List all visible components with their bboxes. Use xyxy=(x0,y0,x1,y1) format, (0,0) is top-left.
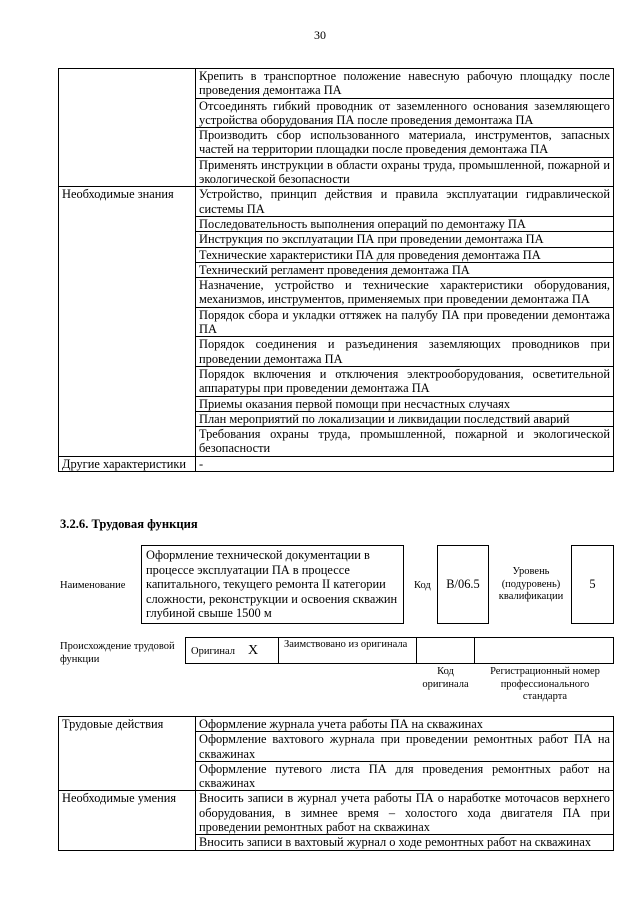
code-value: B/06.5 xyxy=(437,545,489,624)
table-cell: Оформление журнала учета работы ПА на скважинах xyxy=(196,717,614,732)
row-label-other: Другие характеристики xyxy=(59,456,196,471)
table-cell: Крепить в транспортное положение навесную рабочую площадку после проведения демонтажа ПА xyxy=(196,69,614,99)
table-cell: Производить сбор использованного материала, инструментов, запасных частей на территории площадки после проведения демонтажа ПА xyxy=(196,128,614,158)
table-row xyxy=(59,717,614,732)
table-cell: Последовательность выполнения операций по демонтажу ПА xyxy=(196,216,614,231)
code-original-label: Код оригинала xyxy=(422,666,469,690)
top-table xyxy=(58,68,614,472)
table-cell: Требования охраны труда, промышленной, пожарной и экологической безопасности xyxy=(196,427,614,457)
page-number: 30 xyxy=(314,28,326,42)
table-cell: Вносить записи в вахтовый журнал о ходе ремонтных работ на скважинах xyxy=(196,835,614,850)
name-label: Наименование xyxy=(60,580,126,591)
row-label xyxy=(59,69,196,187)
table-cell: Порядок сбора и укладки оттяжек на палубу ПА при проведении демонтажа ПА xyxy=(196,307,614,337)
table-cell: - xyxy=(196,456,614,471)
row-label-actions: Трудовые действия xyxy=(59,717,196,791)
table-cell: Отсоединять гибкий проводник от заземленного основания заземляющего устройства оборудования ПА после проведения демонтажа ПА xyxy=(196,98,614,128)
original-cell xyxy=(185,637,279,664)
table-cell: Вносить записи в журнал учета работы ПА о наработке моточасов верхнего оборудования, в зимнее время – холостого хода двигателя ПА при проведении ремонтных работ на скважинах xyxy=(196,791,614,835)
table-cell: Оформление путевого листа ПА для проведения ремонтных работ на скважинах xyxy=(196,761,614,791)
bottom-table xyxy=(58,716,614,851)
origin-label: Происхождение трудовой функции xyxy=(60,641,175,665)
code-original-cell xyxy=(416,637,475,664)
table-cell: Назначение, устройство и технические характеристики оборудования, механизмов, инструментов, применяемых при проведении демонтажа ПА xyxy=(196,278,614,308)
table-cell: Приемы оказания первой помощи при несчастных случаях xyxy=(196,396,614,411)
table-cell: Оформление вахтового журнала при проведении ремонтных работ ПА на скважинах xyxy=(196,732,614,762)
table-cell: План мероприятий по локализации и ликвидации последствий аварий xyxy=(196,411,614,426)
original-label: Оригинал xyxy=(191,646,235,657)
reg-number-label: Регистрационный номер профессионального стандарта xyxy=(490,666,600,702)
table-row xyxy=(59,187,614,217)
table-cell: Технические характеристики ПА для проведения демонтажа ПА xyxy=(196,247,614,262)
row-label-knowledge: Необходимые знания xyxy=(59,187,196,456)
table-row xyxy=(59,791,614,835)
level-label: Уровень (подуровень) квалификации xyxy=(498,566,564,602)
code-label: Код xyxy=(414,580,431,591)
level-value: 5 xyxy=(571,545,614,624)
table-cell: Инструкция по эксплуатации ПА при проведении демонтажа ПА xyxy=(196,232,614,247)
borrowed-cell: Заимствовано из оригинала xyxy=(278,637,417,664)
table-cell: Устройство, принцип действия и правила эксплуатации гидравлической системы ПА xyxy=(196,187,614,217)
table-cell: Применять инструкции в области охраны труда, промышленной, пожарной и экологической безопасности xyxy=(196,157,614,187)
reg-number-cell xyxy=(474,637,614,664)
table-row xyxy=(59,69,614,99)
table-cell: Технический регламент проведения демонтажа ПА xyxy=(196,262,614,277)
table-row xyxy=(59,456,614,471)
table-cell: Порядок включения и отключения электрооборудования, осветительной аппаратуры при проведении демонтажа ПА xyxy=(196,366,614,396)
original-mark: X xyxy=(248,643,259,658)
table-cell: Порядок соединения и разъединения заземляющих проводников при проведении демонтажа ПА xyxy=(196,337,614,367)
section-title: 3.2.6. Трудовая функция xyxy=(60,517,198,531)
name-value: Оформление технической документации в процессе эксплуатации ПА в процессе капитального, текущего ремонта II категории сложности, реконструкции и освоения скважин глубиной свыше 1500 м xyxy=(141,545,404,624)
row-label-skills: Необходимые умения xyxy=(59,791,196,850)
